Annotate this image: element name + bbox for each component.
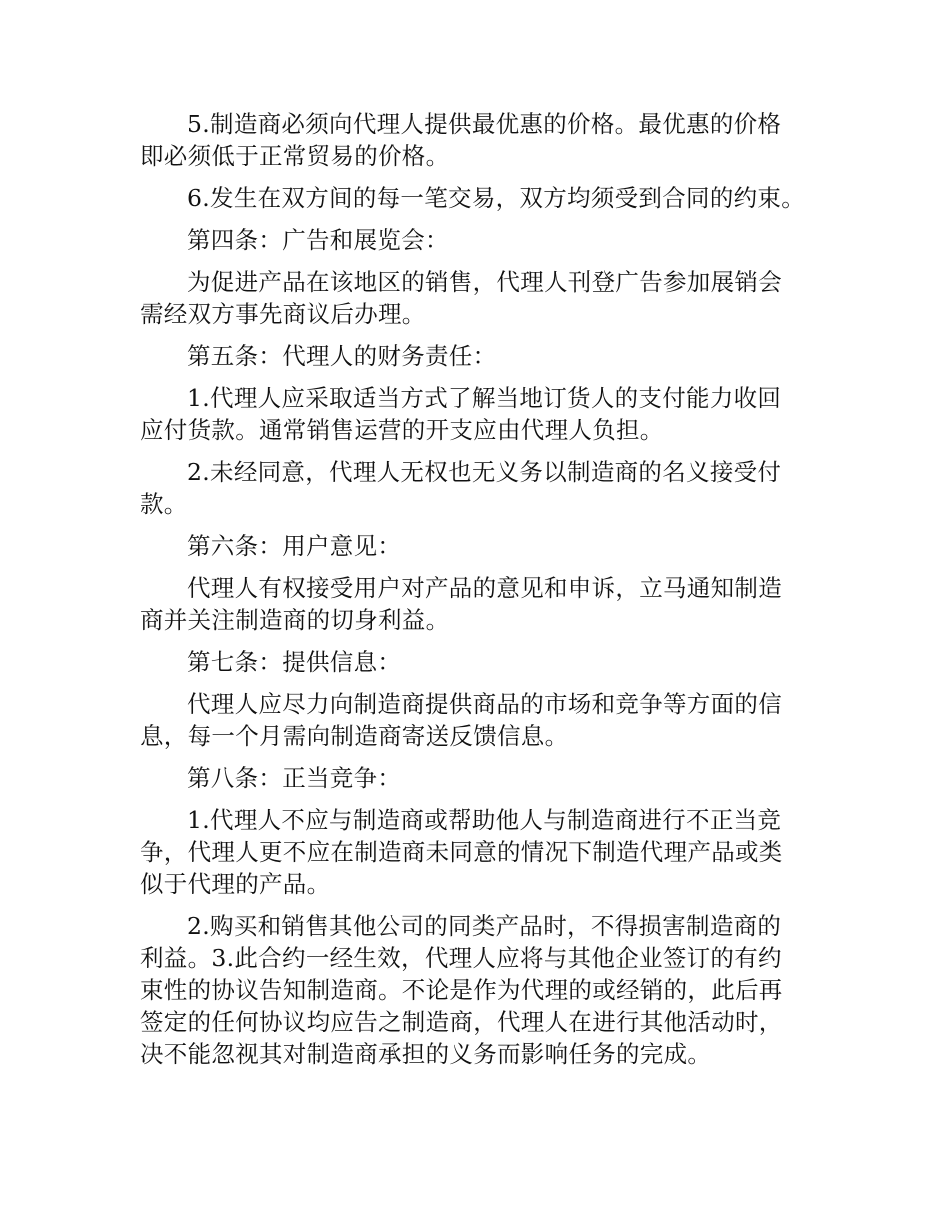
text-line: 1.代理人应采取适当方式了解当地订货人的支付能力收回 bbox=[187, 384, 782, 412]
text-line: 5.制造商必须向代理人提供最优惠的价格。最优惠的价格 bbox=[187, 110, 782, 138]
text-line: 应付货款。通常销售运营的开支应由代理人负担。 bbox=[140, 416, 664, 444]
paragraph-competition-1 bbox=[140, 804, 812, 900]
paragraph-finance-2 bbox=[140, 456, 812, 520]
section-heading-article-5 bbox=[140, 340, 812, 372]
text-line: 款。 bbox=[140, 490, 188, 518]
text-line: 束性的协议告知制造商。不论是作为代理的或经销的，此后再 bbox=[140, 976, 783, 1004]
text-line: 2.未经同意，代理人无权也无义务以制造商的名义接受付 bbox=[187, 458, 782, 486]
section-heading-article-7 bbox=[140, 646, 812, 678]
paragraph-advertising bbox=[140, 266, 812, 330]
text-line: 即必须低于正常贸易的价格。 bbox=[140, 142, 450, 170]
paragraph-information bbox=[140, 688, 812, 752]
paragraph-competition-2 bbox=[140, 910, 812, 1070]
heading-text: 第八条：正当竞争： bbox=[187, 764, 402, 792]
text-line: 似于代理的产品。 bbox=[140, 870, 331, 898]
section-heading-article-8 bbox=[140, 762, 812, 794]
text-line: 决不能忽视其对制造商承担的义务而影响任务的完成。 bbox=[140, 1040, 712, 1068]
document-page bbox=[140, 108, 812, 1080]
text-line: 为促进产品在该地区的销售，代理人刊登广告参加展销会 bbox=[187, 268, 782, 296]
heading-text: 第七条：提供信息： bbox=[187, 648, 402, 676]
text-line: 代理人应尽力向制造商提供商品的市场和竞争等方面的信 bbox=[187, 690, 782, 718]
heading-text: 第五条：代理人的财务责任： bbox=[187, 342, 497, 370]
text-line: 2.购买和销售其他公司的同类产品时，不得损害制造商的 bbox=[187, 912, 782, 940]
heading-text: 第六条：用户意见： bbox=[187, 532, 402, 560]
text-line: 代理人有权接受用户对产品的意见和申诉，立马通知制造 bbox=[187, 574, 782, 602]
text-line: 利益。3.此合约一经生效，代理人应将与其他企业签订的有约 bbox=[140, 944, 782, 972]
text-line: 需经双方事先商议后办理。 bbox=[140, 300, 426, 328]
text-line: 争，代理人更不应在制造商未同意的情况下制造代理产品或类 bbox=[140, 838, 783, 866]
text-line: 1.代理人不应与制造商或帮助他人与制造商进行不正当竞 bbox=[187, 806, 782, 834]
text-line: 商并关注制造商的切身利益。 bbox=[140, 606, 450, 634]
text-line: 签定的任何协议均应告之制造商，代理人在进行其他活动时， bbox=[140, 1008, 783, 1036]
paragraph-finance-1 bbox=[140, 382, 812, 446]
text-line: 6.发生在双方间的每一笔交易，双方均须受到合同的约束。 bbox=[187, 184, 806, 212]
paragraph-clause-6 bbox=[140, 182, 812, 214]
heading-text: 第四条：广告和展览会： bbox=[187, 226, 449, 254]
text-line: 息，每一个月需向制造商寄送反馈信息。 bbox=[140, 722, 569, 750]
section-heading-article-6 bbox=[140, 530, 812, 562]
paragraph-clause-5 bbox=[140, 108, 812, 172]
section-heading-article-4 bbox=[140, 224, 812, 256]
paragraph-user-feedback bbox=[140, 572, 812, 636]
